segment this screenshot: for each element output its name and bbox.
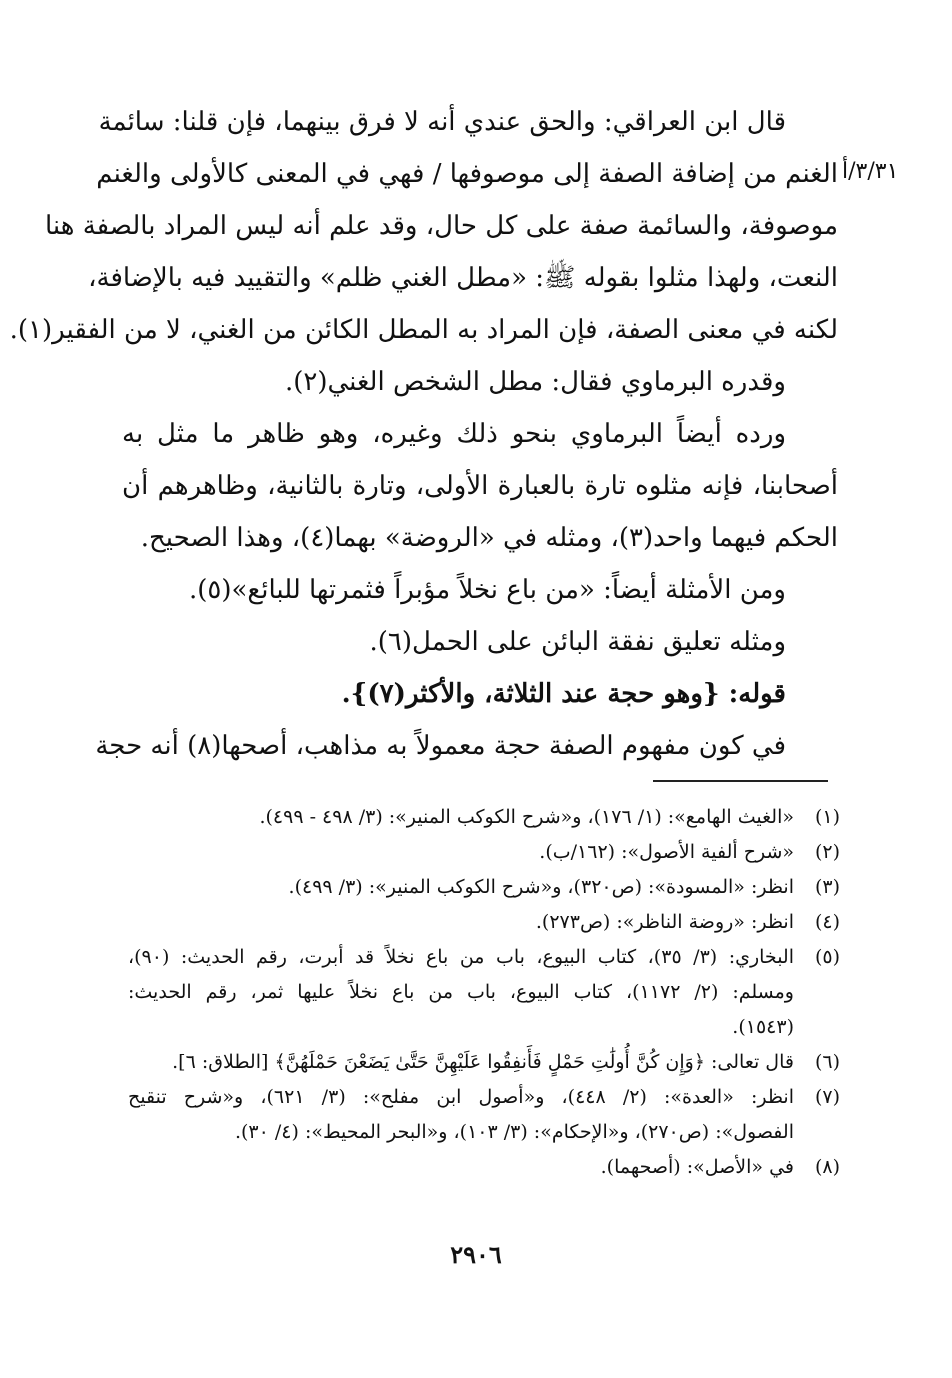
- footnote-number: (٧): [814, 1086, 840, 1108]
- main-text-line: أصحابنا، فإنه مثلوه تارة بالعبارة الأولى، وتارة بالثانية، وظاهرهم أن: [122, 471, 838, 501]
- footnote-text: انظر: «المسودة»: (ص٣٢٠)، و«شرح الكوكب المنير»: (٣/ ٤٩٩).: [288, 876, 794, 898]
- main-text-line: الغنم من إضافة الصفة إلى موصوفها / فهي في المعنى كالأولى والغنم: [96, 159, 838, 189]
- footnote-number: (٣): [814, 876, 840, 898]
- footnote-number: (٨): [814, 1156, 840, 1178]
- footnote-text: ومسلم: (٢/ ١١٧٢)، كتاب البيوع، باب من باع نخلاً عليها ثمر، رقم الحديث:: [128, 981, 794, 1003]
- footnote-number: (٤): [814, 911, 840, 933]
- footnote: [128, 870, 840, 905]
- footnote-text: انظر: «العدة»: (٢/ ٤٤٨)، و«أصول ابن مفلح»: (٣/ ٦٢١)، و«شرح تنقيح: [128, 1086, 794, 1108]
- footnote: [128, 835, 840, 870]
- footnote-text: انظر: «روضة الناظر»: (ص٢٧٣).: [535, 911, 794, 933]
- footnote-number: (٦): [814, 1051, 840, 1073]
- main-text-line: في كون مفهوم الصفة حجة معمولاً به مذاهب، أصحها(٨) أنه حجة: [95, 731, 786, 761]
- footnote: [128, 1080, 840, 1150]
- footnote-number: (١): [814, 806, 840, 828]
- footnote-text: في «الأصل»: (أصحهما).: [600, 1156, 794, 1178]
- page-number: ٢٩٠٦: [450, 1240, 502, 1269]
- main-text-line: النعت، ولهذا مثلوا بقوله ﷺ: «مطل الغني ظلم» والتقييد فيه بالإضافة،: [88, 263, 838, 293]
- main-text: [9, 96, 838, 772]
- main-text-line: وقدره البرماوي فقال: مطل الشخص الغني(٢).: [284, 367, 786, 397]
- footnote-number: (٥): [814, 946, 840, 968]
- footnote-text: «شرح ألفية الأصول»: (١٦٢/ب).: [539, 841, 794, 863]
- footnote: [128, 1150, 840, 1185]
- footnotes: [128, 800, 840, 1185]
- main-text-line: ومن الأمثلة أيضاً: «من باع نخلاً مؤبراً فثمرتها للبائع»(٥).: [188, 575, 786, 605]
- footnote-text: «الغيث الهامع»: (١/ ١٧٦)، و«شرح الكوكب المنير»: (٣/ ٤٩٨ - ٤٩٩).: [259, 806, 794, 828]
- footnote: [128, 800, 840, 835]
- footnote-text: (١٥٤٣).: [732, 1016, 794, 1038]
- footnote-separator: [653, 780, 828, 782]
- main-text-line: قوله: {وهو حجة عند الثلاثة، والأكثر(٧)}.: [341, 679, 786, 709]
- main-text-line: ومثله تعليق نفقة البائن على الحمل(٦).: [369, 627, 786, 657]
- footnote: [128, 940, 840, 1045]
- main-text-line: لكنه في معنى الصفة، فإن المراد به المطل الكائن من الغني، لا من الفقير(١).: [9, 315, 838, 345]
- main-text-line: موصوفة، والسائمة صفة على كل حال، وقد علم أنه ليس المراد بالصفة هنا: [44, 211, 838, 241]
- footnote-number: (٢): [814, 841, 840, 863]
- main-text-line: الحكم فيهما واحد(٣)، ومثله في «الروضة» بهما(٤)، وهذا الصحيح.: [140, 523, 838, 553]
- main-text-line: قال ابن العراقي: والحق عندي أنه لا فرق بينهما، فإن قلنا: سائمة: [98, 107, 786, 137]
- footnote-text: البخاري: (٣/ ٣٥)، كتاب البيوع، باب من باع نخلاً قد أبرت، رقم الحديث: (٩٠)،: [128, 946, 794, 968]
- footnote: [128, 905, 840, 940]
- main-text-line: ورده أيضاً البرماوي بنحو ذلك وغيره، وهو ظاهر ما مثل به: [122, 419, 786, 449]
- footnote-text: قال تعالى: ﴿وَإِن كُنَّ أُولَٰتِ حَمْلٍ فَأَنفِقُوا عَلَيْهِنَّ حَتَّىٰ يَضَعْنَ حَمْلَهُنَّ﴾ [الطلاق: ٦].: [172, 1051, 794, 1073]
- manuscript-folio-note: ٣/٣١/أ: [842, 159, 899, 184]
- footnote-text: الفصول»: (ص٢٧٠)، و«الإحكام»: (٣/ ١٠٣)، و«البحر المحيط»: (٤/ ٣٠).: [234, 1121, 794, 1143]
- footnote: [128, 1045, 840, 1080]
